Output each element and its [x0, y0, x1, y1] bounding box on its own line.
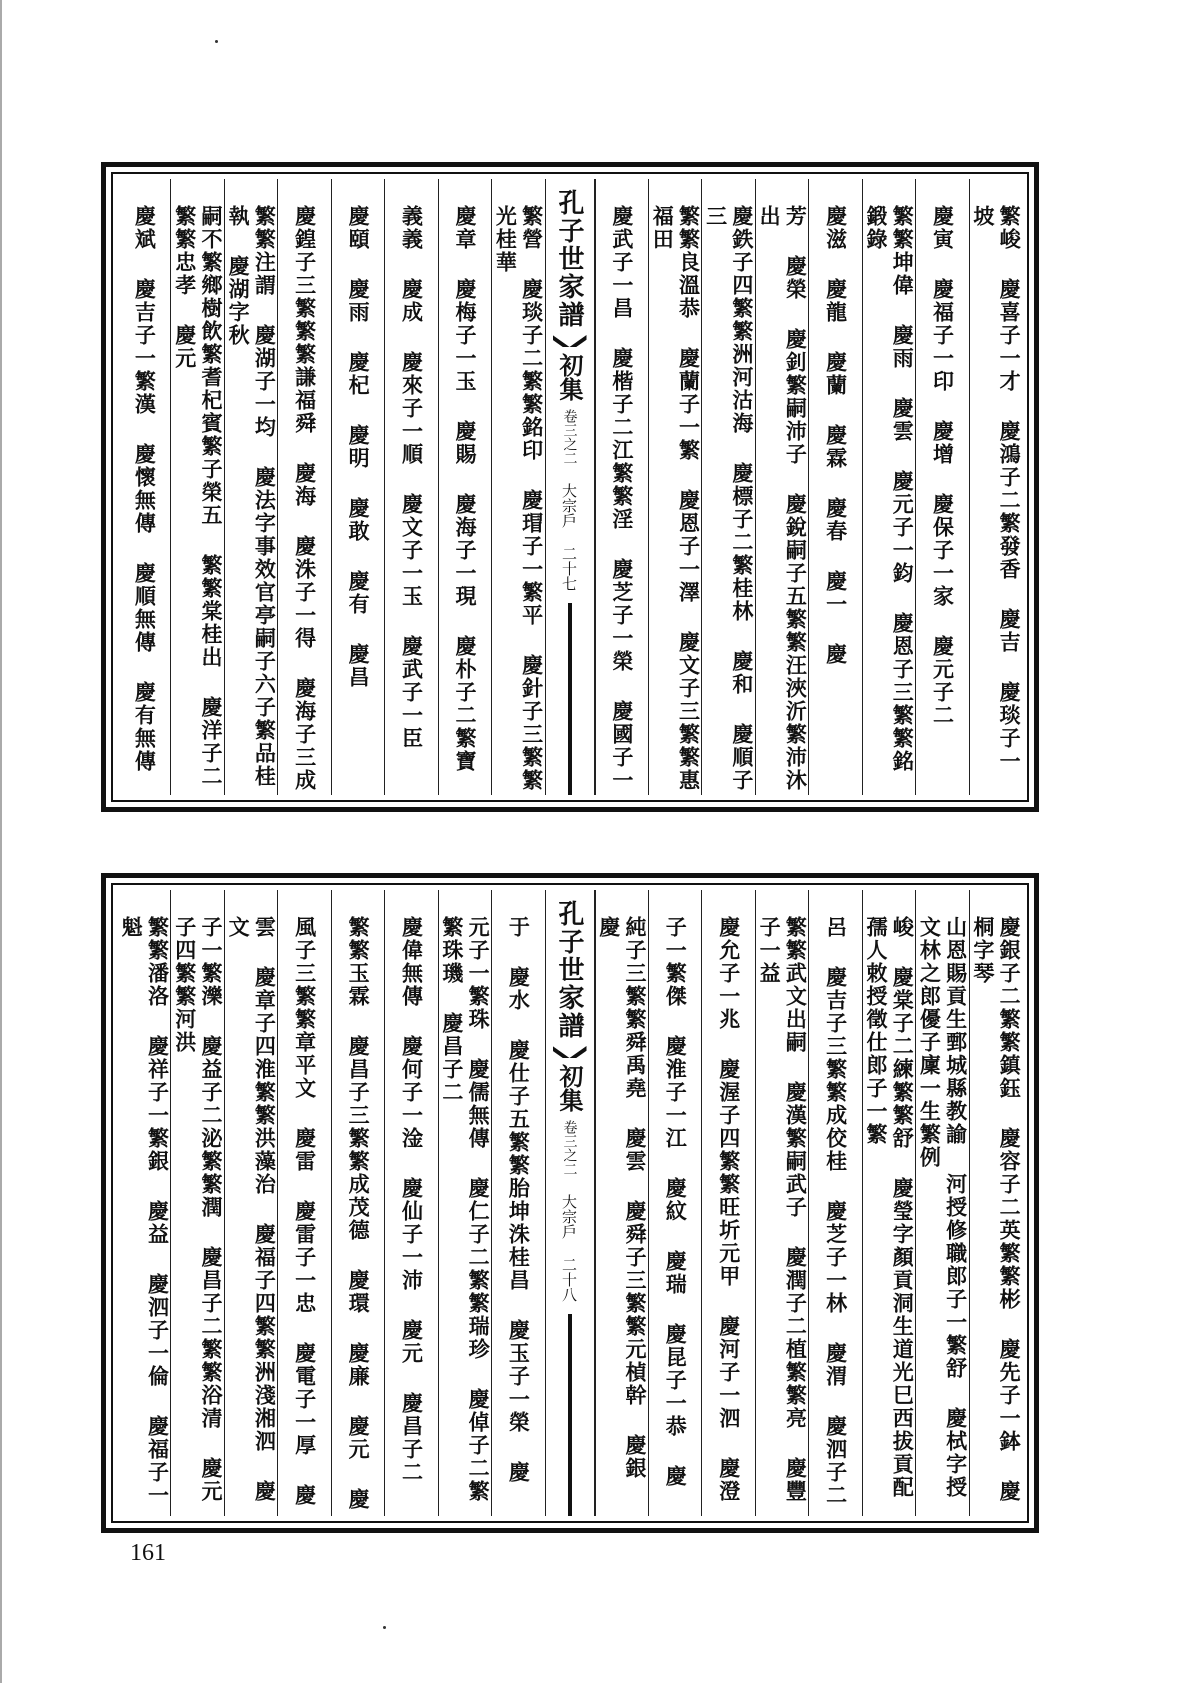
column-text: 峻 慶棠子二練繁繁舒 慶瑩字顏貢洞生道光巳西拔貢配孺人敕授徵仕郎子一繁 [863, 916, 916, 1499]
page-number: 161 [130, 1540, 166, 1566]
fold-rule [568, 1314, 572, 1516]
genealogy-panel-top [101, 162, 1039, 812]
text-column [969, 890, 1022, 1516]
center-fold [545, 179, 595, 795]
column-text: 慶鉄子四繁繁洲河沽海 慶標子二繁桂林 慶和 慶順子三 [703, 205, 755, 792]
chapter-label: 卷三之二 [561, 1120, 578, 1176]
leaf-number: 二十八 [560, 1257, 578, 1302]
column-text: 慶寅 慶福子一印 慶增 慶保子一家 慶元子二 [930, 205, 956, 727]
text-column [331, 179, 384, 795]
scan-speck [383, 1626, 386, 1629]
text-column [648, 179, 701, 795]
text-column [491, 179, 544, 795]
column-text: 繁峻 慶喜子一才 慶鴻子二繁發香 慶吉 慶琰子一坡 [970, 205, 1022, 773]
column-text: 純子三繁繁舜禹堯 慶雲 慶舜子三繁繁元楨幹 慶銀 慶 [596, 916, 648, 1480]
text-column [277, 179, 330, 795]
fishtail-mark-icon [553, 335, 587, 347]
text-column [277, 890, 330, 1516]
text-column [755, 179, 808, 795]
column-text: 慶偉無傳 慶何子一淦 慶仙子一沛 慶元 慶昌子二 [399, 916, 425, 1484]
column-text: 呂 慶吉子三繁繁成佼桂 慶芝子一林 慶渭 慶泗子二 [823, 916, 849, 1507]
text-column [438, 890, 491, 1516]
column-text: 芳 慶榮 慶釗繁嗣沛子 慶銳嗣子五繁繁汪浹沂繁沛沐出 [757, 205, 809, 792]
column-text: 風子三繁繁章平文 慶雷 慶雷子一忠 慶電子一厚 慶 [292, 916, 318, 1507]
text-column [595, 179, 648, 795]
column-text: 慶滋 慶龍 慶蘭 慶霖 慶春 慶一 慶 [823, 205, 849, 666]
column-text: 元子一繁珠 慶儒無傳 慶仁子二繁繁瑞珍 慶倬子二繁繁珠璣 慶昌子二 [439, 916, 492, 1503]
text-column [701, 890, 754, 1516]
fold-rule [568, 603, 572, 795]
column-text: 于 慶水 慶仕子五繁繁胎坤洙桂昌 慶玉子一榮 慶 [506, 916, 532, 1484]
book-title: 孔子世家譜 [554, 900, 584, 1040]
text-column [595, 890, 648, 1516]
text-column [224, 890, 277, 1516]
text-column [384, 890, 437, 1516]
house-label: 大宗戶 [560, 483, 578, 528]
column-text: 繁繁良溫恭 慶蘭子一繁 慶恩子一澤 慶文子三繁繁惠福田 [650, 205, 702, 792]
column-text: 子一繁濼 慶益子二泌繁繁潤 慶昌子二繁繁浴清 慶元子四繁繁河洪 [172, 916, 224, 1503]
text-column [862, 890, 915, 1516]
column-text: 慶鍠子三繁繁繁謙福舜 慶海 慶洙子一得 慶海子三成 [292, 205, 318, 792]
scan-edge [0, 0, 2, 1683]
text-column [755, 890, 808, 1516]
column-text: 慶斌 慶吉子一繁漢 慶懷無傳 慶順無傳 慶有無傳 [132, 205, 158, 773]
column-text: 繁繁坤偉 慶雨 慶雲 慶元子一鈞 慶恩子三繁繁銘鍛錄 [863, 205, 916, 773]
center-fold [545, 890, 595, 1516]
columns-top [118, 179, 1022, 795]
text-column [170, 179, 223, 795]
column-text: 慶章 慶梅子一玉 慶賜 慶海子一現 慶朴子二繁寶 [452, 205, 478, 773]
column-text: 繁繁武文出嗣 慶漢繁嗣武子 慶潤子二植繁繁亮 慶豐子一益 [757, 916, 809, 1503]
text-column [118, 179, 170, 795]
column-text: 慶允子一兆 慶渥子四繁繁旺圻元甲 慶河子一泗 慶澄 [716, 916, 742, 1503]
column-text: 繁繁潘洛 慶祥子一繁銀 慶益 慶泗子一倫 慶福子一魁 [119, 916, 171, 1507]
genealogy-panel-bottom [101, 873, 1039, 1533]
text-column [170, 890, 223, 1516]
text-column [491, 890, 544, 1516]
column-text: 義義 慶成 慶來子一順 慶文子一玉 慶武子一臣 [399, 205, 425, 750]
text-column [808, 890, 861, 1516]
text-column [969, 179, 1022, 795]
column-text: 慶武子一昌 慶楷子二江繁繁淫 慶芝子一榮 慶國子一 [609, 205, 635, 792]
column-text: 繁繁玉霖 慶昌子三繁繁成茂德 慶環 慶廉 慶元 慶 [346, 916, 372, 1511]
columns-bottom [118, 890, 1022, 1516]
text-column [384, 179, 437, 795]
text-column [808, 179, 861, 795]
text-column [438, 179, 491, 795]
column-text: 山恩賜貢生鄄城縣教諭 河授修職郎子一繁舒 慶栻字授文林之郎優子廩一生繁例 [917, 916, 969, 1499]
column-text: 雲 慶章子四淮繁繁洪藻治 慶福子四繁繁洲淺湘泗 慶文 [226, 916, 278, 1503]
column-text: 慶銀子二繁繁鎮鈺 慶容子二英繁繁彬 慶先子一鉢 慶桐字琴 [970, 916, 1022, 1503]
text-column [331, 890, 384, 1516]
volume-label: 初集 [555, 1064, 584, 1112]
text-column [118, 890, 170, 1516]
text-column [862, 179, 915, 795]
column-text: 子一繁傑 慶淮子一江 慶紋 慶瑞 慶昆子一恭 慶 [663, 916, 689, 1488]
chapter-label: 卷三之二 [561, 409, 578, 465]
fishtail-mark-icon [553, 1046, 587, 1058]
text-column [915, 179, 968, 795]
scan-speck [215, 40, 218, 43]
volume-label: 初集 [555, 353, 584, 401]
text-column [915, 890, 968, 1516]
leaf-number: 二十七 [560, 546, 578, 591]
text-column [701, 179, 754, 795]
column-text: 繁營 慶琰子二繁繁銘印 慶瑁子一繁平 慶針子三繁繁光桂華 [493, 205, 545, 792]
column-text: 慶頤 慶雨 慶杞 慶明 慶敢 慶有 慶昌 [346, 205, 372, 689]
column-text: 繁繁注謂 慶湖子一均 慶法字事效官亭嗣子六子繁品桂執 慶湖字秋 [226, 205, 278, 788]
house-label: 大宗戶 [560, 1194, 578, 1239]
column-text: 嗣不繁鄉樹飲繁耆杞賓繁子榮五 繁繁棠桂出 慶洋子二繁繁忠孝 慶元 [172, 205, 224, 788]
book-title: 孔子世家譜 [554, 189, 584, 329]
text-column [648, 890, 701, 1516]
text-column [224, 179, 277, 795]
